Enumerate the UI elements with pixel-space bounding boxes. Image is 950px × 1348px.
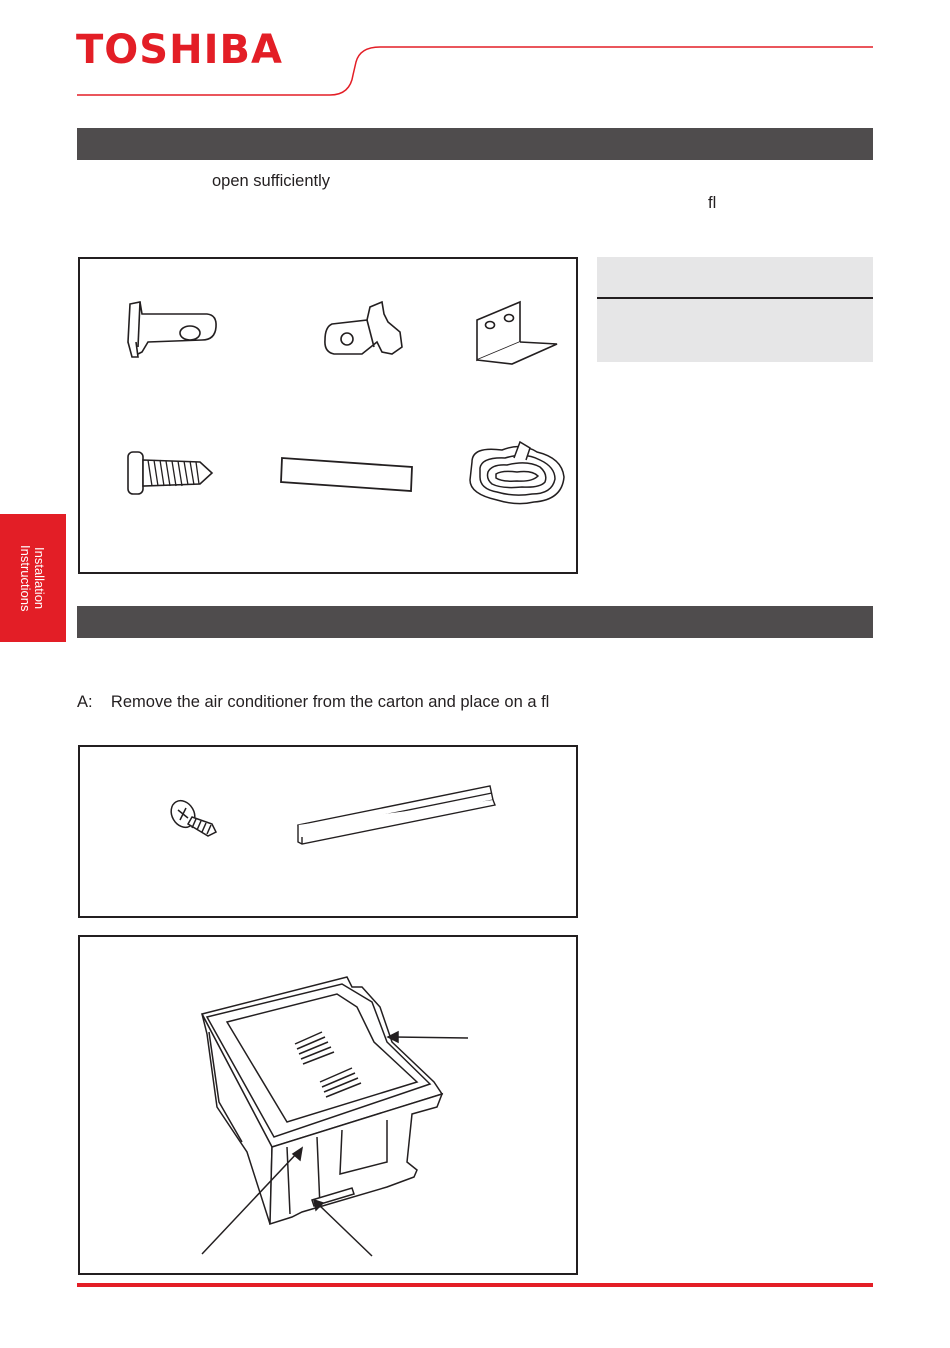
side-tab-label-2: Instructions	[18, 544, 33, 612]
hardware-figure-box	[78, 745, 578, 918]
air-conditioner-unit-icon	[202, 977, 442, 1224]
brand-logo: TOSHIBA	[76, 27, 283, 73]
unit-figure-box	[78, 935, 578, 1275]
section1-text-fragment: open sufficiently	[212, 172, 331, 190]
foam-strip-icon	[281, 458, 412, 491]
step-a-text: A: Remove the air conditioner from the carton and place on a fl	[77, 693, 550, 711]
side-tab-label-1: Installation	[32, 546, 47, 610]
section1-text-fragment-2: fl	[708, 194, 717, 212]
rail-channel-icon	[298, 786, 495, 844]
note-panel-divider	[597, 297, 873, 299]
angle-bracket-icon	[477, 302, 557, 364]
side-tab	[0, 514, 66, 642]
hook-bracket-icon	[325, 302, 402, 354]
footer-rule	[77, 1283, 873, 1287]
note-panel	[597, 257, 873, 362]
screw-icon	[128, 452, 212, 494]
bracket-clip-icon	[128, 302, 216, 357]
section-heading-bar-2	[77, 606, 873, 638]
small-screw-icon	[166, 796, 216, 836]
parts-figure-box	[78, 257, 578, 574]
sealing-tape-roll-icon	[470, 442, 564, 504]
section-heading-bar-1	[77, 128, 873, 160]
header-decorative-line	[0, 0, 950, 110]
